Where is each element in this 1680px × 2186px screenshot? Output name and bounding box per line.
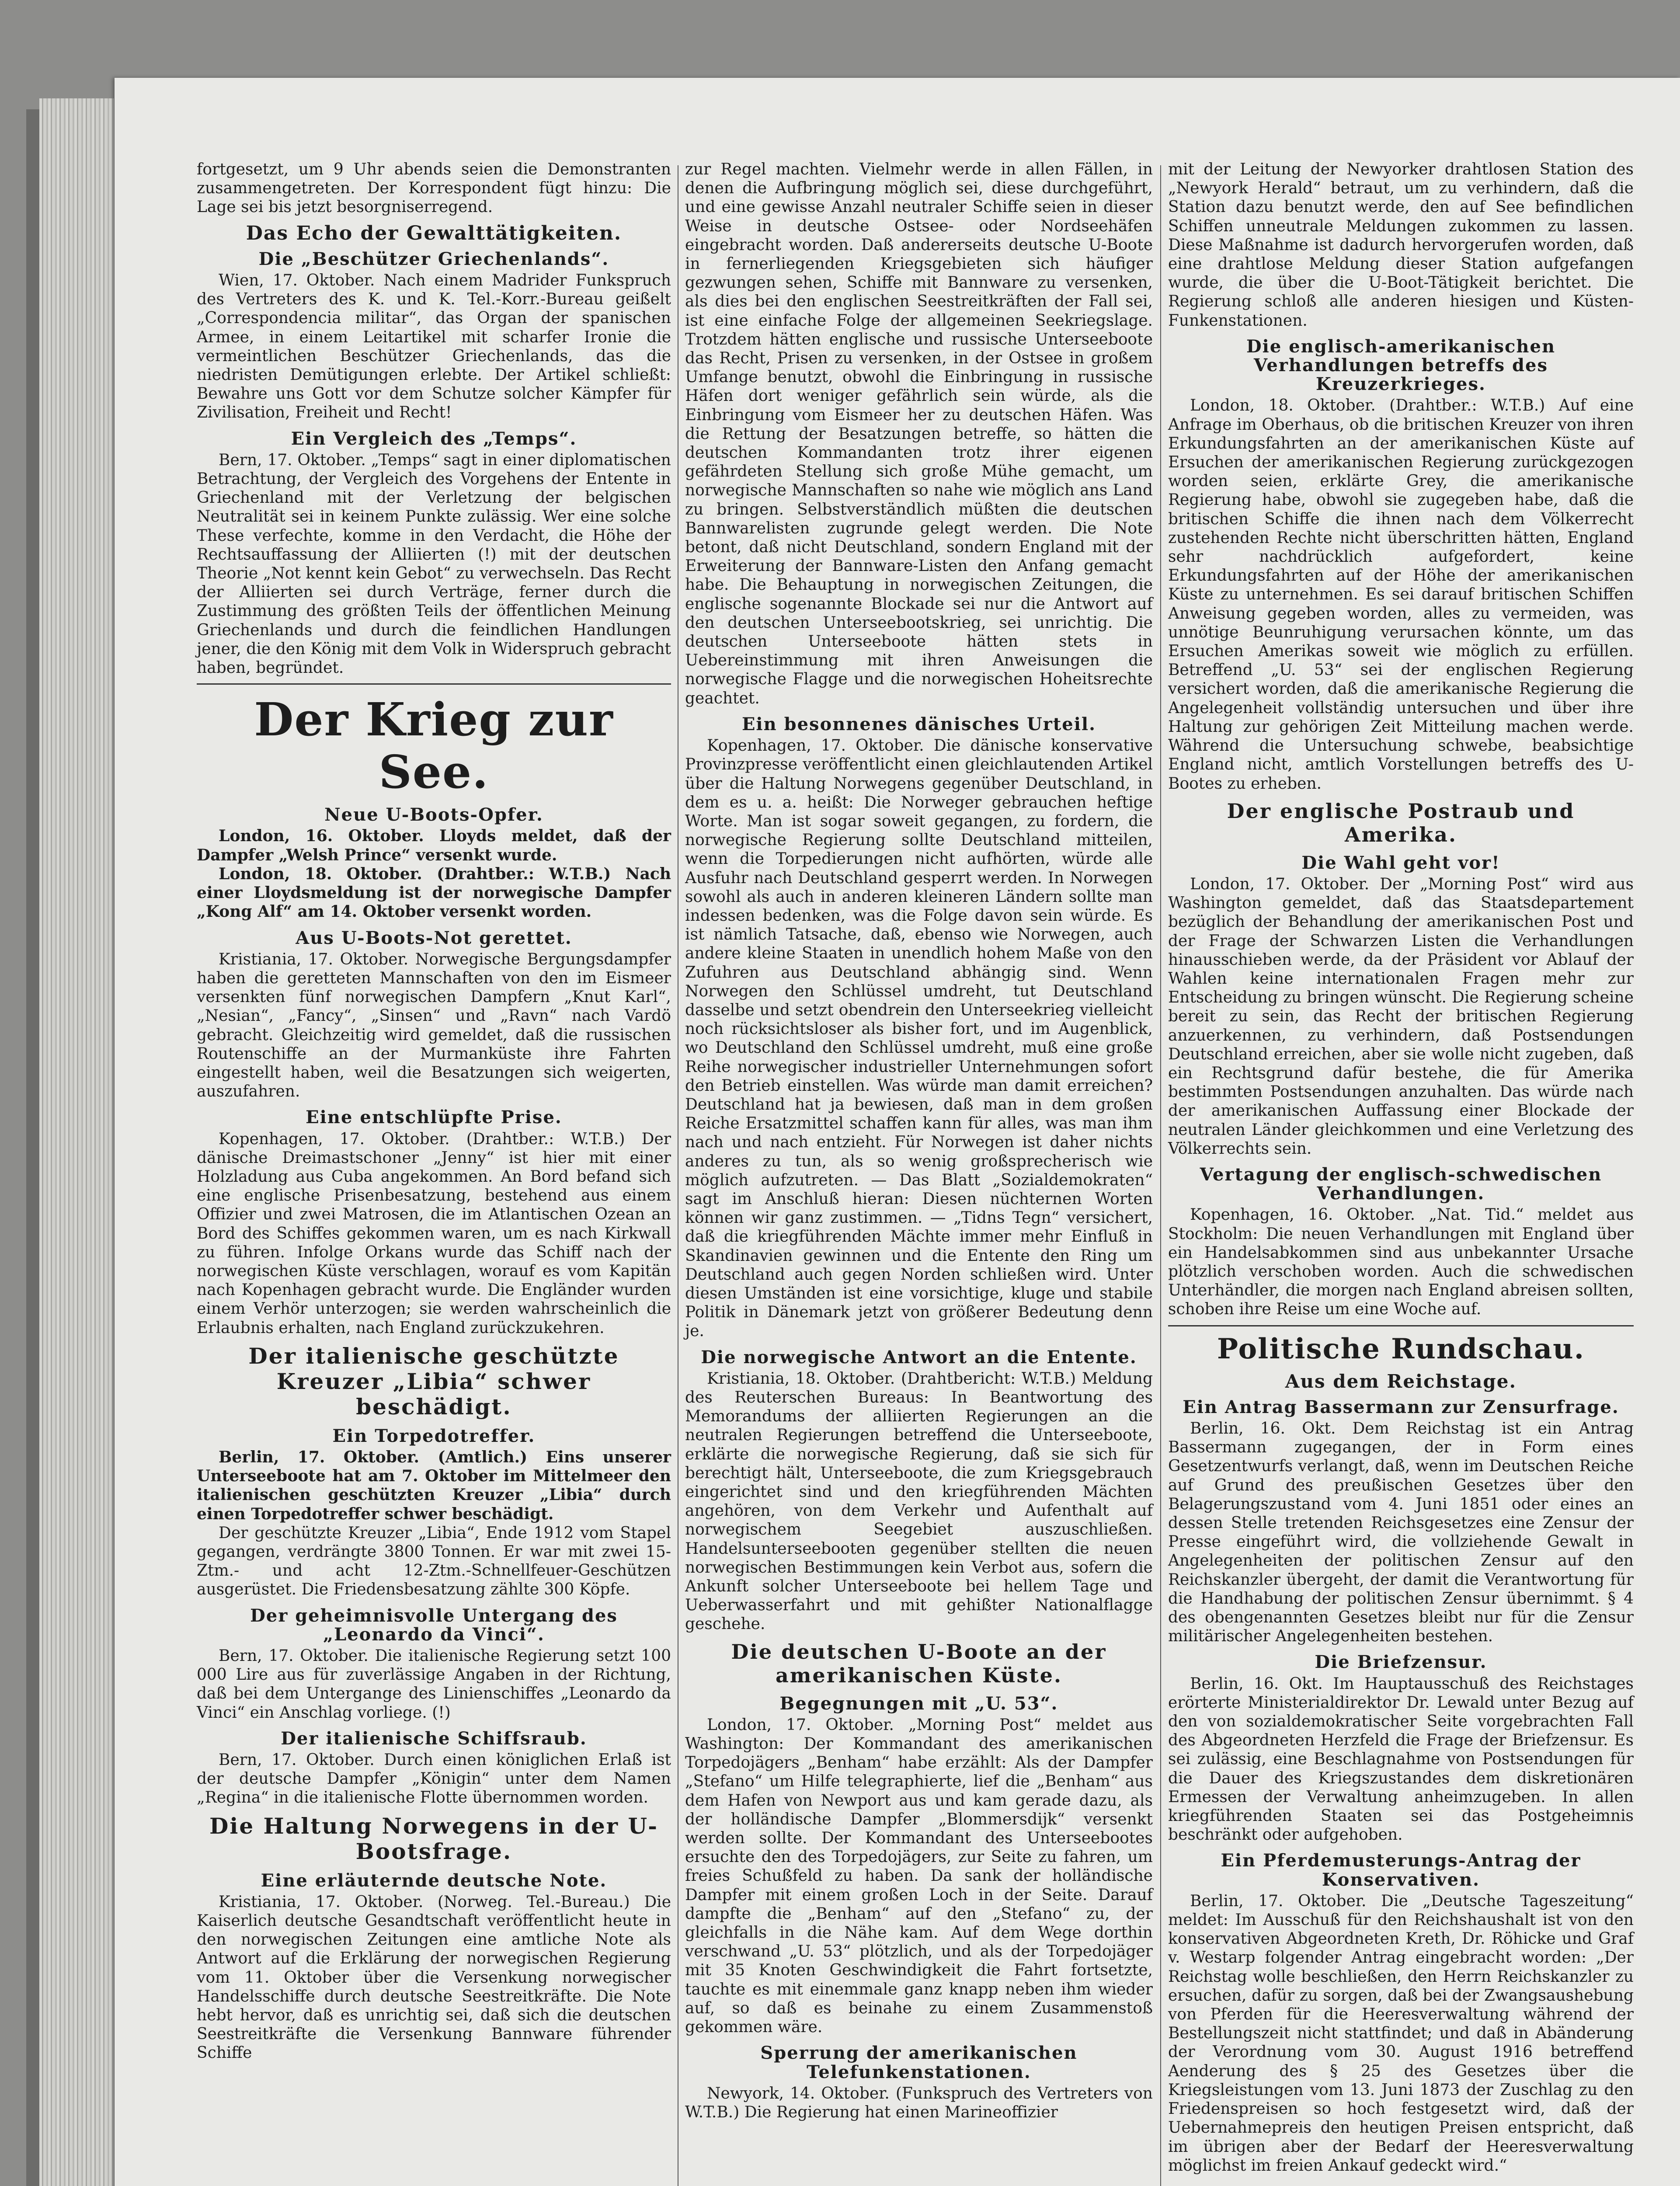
page-headline: Der Krieg zur See. — [254, 693, 614, 799]
article-text: zur Regel machten. Vielmehr werde in allen Fällen, in denen die Aufbringung möglich sei, diese durchgeführt, und eine gewisse Anzahl neutraler Schiffe seien in dieser Weise in deutsche Ostsee- oder Nordseehäfen eingebracht worden. Daß andererseits deutsche U-Boote in fernerliegenden Kriegsgebieten sich häufiger gezwungen sehen, Schiffe mit Bannware zu versenken, als dies bei den englischen Seestreitkräften der Fall sei, ist eine einfache Folge der allgemeinen Seekriegslage. Trotzdem hätten englische und russische Unterseeboote das Recht, Prisen zu versenken, in der Ostsee in großem Umfange benutzt, obwohl die Einbringung in russische Häfen dort weniger gefährlich sein würde, als die Einbringung vom Eismeer her zu deutschen Häfen. Was die Rettung der Besatzungen betreffe, so hätten die deutschen Kommandanten trotz ihrer eigenen gefährdeten Stellung sich große Mühe gemacht, um norwegische Mannschaften so nahe wie möglich ans Land zu bringen. Selbstverständlich müßten die deutschen Bannwarelisten zugrunde gelegt werden. Die Note betont, daß nicht Deutschland, sondern England mit der Erweiterung der Bannware-Listen den Anfang gemacht habe. Die Behauptung in norwegischen Zeitungen, die englische sogenannte Blockade sei nur die Antwort auf den deutschen Unterseebootskrieg, sei unrichtig. Die deutschen Unterseeboote hätten stets in Uebereinstimmung mit ihren Anweisungen die norwegische Flagge und die norwegischen Hoheitsrechte geachtet. — [685, 160, 1153, 707]
article-text: Kopenhagen, 17. Oktober. Die dänische konservative Provinzpresse veröffentlicht einen gleichlautenden Artikel über die Haltung Norwegens gegenüber Deutschland, in dem es u. a. heißt: Die Norweger gebrauchen heftige Worte. Man ist sogar soweit gegangen, zu fordern, die norwegische Regierung sollte Deutschland mitteilen, wenn die Torpedierungen nicht aufhörten, würde alle Ausfuhr nach Deutschland gesperrt werden. In Norwegen sowohl als auch in anderen kleineren Ländern sollte man indessen bedenken, was die Folge davon sein würde. Es ist nämlich Tatsache, daß, ebenso wie Norwegen, auch andere kleine Staaten in unendlich hohem Maße von den Zufuhren aus Deutschland abhängig sind. Wenn Norwegen den Schlüssel umdreht, tut Deutschland dasselbe und setzt obendrein den Unterseekrieg vielleicht noch rücksichtsloser als bisher fort, und im Augenblick, wo Deutschland den Schlüssel umdreht, muß eine große Reihe norwegischer industrieller Unternehmungen sofort den Betrieb einstellen. Was würde man damit erreichen? Deutschland hat ja bewiesen, daß man in dem großen Reiche Ersatzmittel schaffen kann für alles, was man ihm nach und nach entzieht. Für Norwegen ist daher nichts anderes zu tun, als so wenig großsprecherisch wie möglich aufzutreten. — Das Blatt „Sozialdemokraten“ sagt im Anschluß hieran: Diesen nüchternen Worten können wir ganz zustimmen. — „Tidns Tegn“ versichert, daß die kriegführenden Mächte immer mehr Einfluß in Skandinavien gewinnen und die Entente den Ring um Deutschland auch gegen Norden schließen wird. Unter diesen Umständen ist eine vorsichtige, kluge und stabile Politik in Dänemark jetzt von größerer Bedeutung denn je. — [685, 737, 1153, 1340]
article-text: Kristiania, 17. Oktober. Norwegische Bergungsdampfer haben die geretteten Mannschaften von den im Eismeer versenkten fünf norwegischen Dampfern „Knut Karl“, „Nesian“, „Fancy“, „Sinsen“ und „Ravn“ nach Vardö gebracht. Gleichzeitig wird gemeldet, daß die russischen Routenschiffe an der Murmanküste ihre Fahrten eingestellt haben, weil die Besatzungen sich weigerten, auszufahren. — [197, 950, 671, 1101]
article-text: fortgesetzt, um 9 Uhr abends seien die Demonstranten zusammengetreten. Der Korrespondent fügt hinzu: Die Lage sei bis jetzt besorgniserregend. — [197, 160, 671, 216]
article-text: Wien, 17. Oktober. Nach einem Madrider Funkspruch des Vertreters des K. und K. Tel.-Korr.-Bureau geißelt „Correspondencia militar“, das Organ der spanischen Armee, in einem Leitartikel mit scharfer Ironie die vermeintlichen Beschützer Griechenlands, das die niedristen Demütigungen erlebte. Der Artikel schließt: Bewahre uns Gott vor dem Schutze solcher Kämpfer für Zivilisation, Freiheit und Recht! — [197, 272, 671, 422]
article-text: London, 17. Oktober. „Morning Post“ meldet aus Washington: Der Kommandant des amerikanischen Torpedojägers „Benham“ habe erzählt: Als der Dampfer „Stefano“ um Hilfe telegraphierte, lief die „Benham“ aus dem Hafen von Newport aus und kam gerade dazu, als der holländische Dampfer „Blommersdijk“ versenkt werden sollte. Der Kommandant des Unterseebootes ersuchte den des Torpedojägers, zur Seite zu fahren, um freies Schußfeld zu haben. Da sank der holländische Dampfer mit einem großen Loch in der Seite. Darauf dampfte die „Benham“ auf den „Stefano“ zu, der gleichfalls in die Nähe kam. Auf dem Wege dorthin verschwand „U. 53“ plötzlich, und als der Torpedojäger mit 35 Knoten Geschwindigkeit die Fahrt fortsetzte, tauchte es mit einemmale ganz knapp neben ihm wieder auf, so daß es beinahe zu einem Zusammenstoß gekommen wäre. — [685, 1716, 1153, 2036]
subheading: Der geheimnisvolle Untergang des „Leonardo da Vinci“. — [250, 1605, 618, 1645]
section-heading: Der englische Postraub und Amerika. — [1227, 799, 1575, 846]
section-heading: Das Echo der Gewalttätigkeiten. — [246, 222, 622, 244]
section-title: Politische Rundschau. — [1217, 1332, 1585, 1365]
article-text: Newyork, 14. Oktober. (Funkspruch des Vertreters von W.T.B.) Die Regierung hat einen Marineoffizier — [685, 2084, 1153, 2121]
column-2 — [685, 160, 1153, 2122]
column-3 — [1168, 160, 1634, 2175]
subheading: Sperrung der amerikanischen Telefunkenstationen. — [760, 2043, 1078, 2082]
subheading: Ein Pferdemusterungs-Antrag der Konservativen. — [1221, 1850, 1581, 1890]
divider — [1168, 1325, 1634, 1326]
article-text: Kristiania, 18. Oktober. (Drahtbericht: W.T.B.) Meldung des Reuterschen Bureaus: In Beantwortung des Memorandums der alliierten Regierungen an die neutralen Regierungen betreffend die Unterseeboote, erklärte die norwegische Regierung, daß sie sich für berechtigt hält, Unterseeboote, die zum Kriegsgebrauch eingerichtet sind und den kriegführenden Mächten angehören, von dem Verkehr und Aufenthalt auf norwegischem Seegebiet auszuschließen. Handelsunterseebooten gegenüber stellten die neuen norwegischen Bestimmungen kein Verbot aus, sofern die Ankunft solcher Unterseeboote bei hellem Tage und Ueberwasserfahrt und mit gehißter Nationalflagge geschehe. — [685, 1369, 1153, 1633]
subheading: Neue U-Boots-Opfer. — [324, 804, 543, 825]
subheading: Ein Vergleich des „Temps“. — [291, 428, 577, 449]
article-text: London, 16. Oktober. Lloyds meldet, daß der Dampfer „Welsh Prince“ versenkt wurde. — [197, 827, 671, 864]
article-text: Berlin, 17. Oktober. (Amtlich.) Eins unserer Unterseeboote hat am 7. Oktober im Mittelmeer den italienischen geschützten Kreuzer „Libia“ durch einen Torpedotreffer schwer beschädigt. — [197, 1448, 671, 1523]
article-text: Kopenhagen, 17. Oktober. (Drahtber.: W.T.B.) Der dänische Dreimastschoner „Jenny“ ist hier mit einer Holzladung aus Cuba angekommen. An Bord befand sich eine englische Prisenbesatzung, bestehend aus einem Offizier und zwei Matrosen, die im Atlantischen Ozean an Bord des Schiffes gekommen waren, um es nach Kirkwall zu führen. Infolge Orkans wurde das Schiff nach der norwegischen Küste verschlagen, worauf es vom Kapitän nach Kopenhagen gebracht wurde. Die Engländer wurden einem Verhör unterzogen; sie werden wahrscheinlich die Erlaubnis erhalten, nach England zurückzukehren. — [197, 1130, 671, 1337]
book-page-edges — [39, 98, 114, 2186]
subheading: Die norwegische Antwort an die Entente. — [701, 1347, 1137, 1368]
section-heading: Die Haltung Norwegens in der U-Bootsfrage. — [209, 1813, 659, 1864]
article-text: Berlin, 17. Oktober. Die „Deutsche Tageszeitung“ meldet: Im Ausschuß für den Reichshaushalt ist von den konservativen Abgeordneten Kreth, Dr. Röhicke und Graf v. Westarp folgender Antrag eingebracht worden: „Der Reichstag wolle beschließen, den Herrn Reichskanzler zu ersuchen, dafür zu sorgen, daß bei der Zwangsaushebung von Pferden für die Heeresverwaltung während der Bestellungszeit nicht stattfindet; und daß in Abänderung der Verordnung vom 30. August 1916 betreffend Aenderung des § 25 des Gesetzes über die Kriegsleistungen vom 13. Juni 1873 der Zuschlag zu den Friedenspreisen so hoch festgesetzt wird, daß der Uebernahmepreis den heutigen Preisen entspricht, daß im übrigen aber der Bedarf der Heeresverwaltung möglichst im freien Ankauf gedeckt wird.“ — [1168, 1892, 1634, 2175]
subheading: Ein Antrag Bassermann zur Zensurfrage. — [1183, 1396, 1619, 1417]
subheading: Eine erläuternde deutsche Note. — [261, 1870, 607, 1891]
newspaper-page — [115, 78, 1680, 2186]
subheading: Aus dem Reichstage. — [1285, 1370, 1517, 1392]
article-text: Bern, 17. Oktober. Die italienische Regierung setzt 100 000 Lire aus für zuverlässige Angaben in der Richtung, daß bei dem Untergange des Linienschiffes „Leonardo da Vinci“ ein Anschlag vorliege. (!) — [197, 1647, 671, 1722]
article-text: London, 17. Oktober. Der „Morning Post“ wird aus Washington gemeldet, daß das Staatsdepartement bezüglich der Behandlung der amerikanischen Post und der Frage der Schwarzen Listen die Verhandlungen hinausschieben werde, da der Präsident vor Ablauf der Wahlen keine internationalen Fragen mehr zur Entscheidung zu bringen wünscht. Die Regierung scheine bereit zu sein, das Recht der britischen Regierung anzuerkennen, zu verhindern, daß Postsendungen Deutschland erreichen, aber sie wolle nicht zugeben, daß ein Rechtsgrund dafür bestehe, die für Amerika bestimmten Postsendungen anzuhalten. Das würde nach der amerikanischen Auffassung einer Blockade der neutralen Länder gleichkommen und eine Verletzung des Völkerrechts sein. — [1168, 875, 1634, 1158]
article-text: Kopenhagen, 16. Oktober. „Nat. Tid.“ meldet aus Stockholm: Die neuen Verhandlungen mit England über ein Handelsabkommen sind aus unbekannter Ursache plötzlich verschoben worden. Auch die schwedischen Unterhändler, die morgen nach England abreisen sollten, schoben ihre Reise um eine Woche auf. — [1168, 1206, 1634, 1319]
subheading: Die englisch-amerikanischen Verhandlungen betreffs des Kreuzerkrieges. — [1246, 336, 1556, 395]
subheading: Die „Beschützer Griechenlands“. — [258, 248, 609, 269]
subheading: Der italienische Schiffsraub. — [281, 1728, 587, 1749]
article-text: London, 18. Oktober. (Drahtber.: W.T.B.) Nach einer Lloydsmeldung ist der norwegische Dampfer „Kong Alf“ am 14. Oktober versenkt worden. — [197, 864, 671, 921]
column-divider-2 — [1160, 165, 1161, 2186]
subheading: Ein besonnenes dänisches Urteil. — [741, 714, 1096, 734]
article-text: Bern, 17. Oktober. Durch einen königlichen Erlaß ist der deutsche Dampfer „Königin“ unter dem Namen „Regina“ in die italienische Flotte übernommen worden. — [197, 1751, 671, 1807]
divider — [197, 683, 671, 685]
subheading: Begegnungen mit „U. 53“. — [779, 1693, 1058, 1714]
subheading: Vertagung der englisch-schwedischen Verhandlungen. — [1200, 1164, 1602, 1204]
subheading: Die Briefzensur. — [1315, 1652, 1487, 1673]
article-text: Berlin, 16. Okt. Im Hauptausschuß des Reichstages erörterte Ministerialdirektor Dr. Lewald unter Bezug auf den von sozialdemokratischer Seite vorgebrachten Fall des Abgeordneten Herzfeld die Frage der Briefzensur. Es sei zulässig, eine Beschlagnahme von Postsendungen für die Dauer des Kriegszustandes dem diskretionären Ermessen der Verwaltung anheimzugeben. In allen kriegführenden Staaten sei das Postgeheimnis beschränkt oder aufgehoben. — [1168, 1674, 1634, 1844]
section-heading: Die deutschen U-Boote an der amerikanischen Küste. — [731, 1640, 1107, 1687]
subheading: Die Wahl geht vor! — [1301, 852, 1500, 873]
article-text: London, 18. Oktober. (Drahtber.: W.T.B.) Auf eine Anfrage im Oberhaus, ob die britischen Kreuzer von ihren Erkundungsfahrten an der amerikanischen Küste auf Ersuchen der amerikanischen Regierung zurückgezogen worden seien, erklärte Grey, die amerikanische Regierung habe, obwohl sie zugegeben habe, daß die britischen Schiffe die ihnen nach dem Völkerrecht zustehenden Rechte nicht überschritten hätten, England sehr nachdrücklich aufgefordert, keine Erkundungsfahrten auf der Höhe der amerikanischen Küste zu unternehmen. Es sei darauf britischen Schiffen Anweisung gegeben worden, alles zu vermeiden, was unnötige Beunruhigung verursachen könnte, um das Ersuchen Amerikas soweit wie möglich zu erfüllen. Betreffend „U. 53“ sei der englischen Regierung versichert worden, daß die amerikanische Regierung die Angelegenheit vollständig untersuchen und über ihre Haltung zur gehörigen Zeit Mitteilung machen werde. Während die Untersuchung schwebe, beabsichtige England nicht, amtlich Vorstellungen betreffs des U-Bootes zu erheben. — [1168, 397, 1634, 793]
article-text: Der geschützte Kreuzer „Libia“, Ende 1912 vom Stapel gegangen, verdrängte 3800 Tonnen. Er war mit zwei 15-Ztm.- und acht 12-Ztm.-Schnellfeuer-Geschützen ausgerüstet. Die Friedensbesatzung zählte 300 Köpfe. — [197, 1524, 671, 1599]
subheading: Aus U-Boots-Not gerettet. — [296, 927, 572, 948]
article-text: mit der Leitung der Newyorker drahtlosen Station des „Newyork Herald“ betraut, um zu verhindern, daß die Station dazu benutzt werde, den auf See befindlichen Schiffen unneutrale Meldungen zukommen zu lassen. Diese Maßnahme ist dadurch hervorgerufen worden, daß eine drahtlose Meldung dieser Station aufgefangen wurde, die über die U-Boot-Tätigkeit berichtet. Die Regierung schloß alle anderen hiesigen und Küsten-Funkenstationen. — [1168, 160, 1634, 330]
article-text: Berlin, 16. Okt. Dem Reichstag ist ein Antrag Bassermann zugegangen, der in Form eines Gesetzentwurfs verlangt, daß, wenn im Deutschen Reiche auf Grund des preußischen Gesetzes über den Belagerungszustand vom 4. Juni 1851 oder eines an dessen Stelle tretenden Reichsgesetzes eine Zensur der Presse eingeführt wird, die vollziehende Gewalt in Angelegenheiten der politischen Zensur auf den Reichskanzler übergeht, der damit die Verantwortung für die Handhabung der politischen Zensur übernimmt. § 4 des obengenannten Gesetzes bleibt nur für die Zensur militärischer Angelegenheiten bestehen. — [1168, 1419, 1634, 1646]
article-text: Kristiania, 17. Oktober. (Norweg. Tel.-Bureau.) Die Kaiserlich deutsche Gesandtschaft veröffentlicht heute in den norwegischen Zeitungen eine amtliche Note als Antwort auf die Erklärung der norwegischen Regierung vom 11. Oktober über die Versenkung norwegischer Handelsschiffe durch deutsche Seestreitkräfte. Die Note hebt hervor, daß es unrichtig sei, daß sich die deutschen Seestreitkräfte die Versenkung Bannware führender Schiffe — [197, 1893, 671, 2062]
section-heading: Der italienische geschützte Kreuzer „Libia“ schwer beschädigt. — [248, 1343, 619, 1420]
column-1 — [197, 160, 671, 2063]
subheading: Eine entschlüpfte Prise. — [306, 1107, 562, 1128]
article-text: Bern, 17. Oktober. „Temps“ sagt in einer diplomatischen Betrachtung, der Vergleich des Vorgehens der Entente in Griechenland mit der Verletzung der belgischen Neutralität sei in keinem Punkte zulässig. Wer eine solche These verfechte, komme in den Verdacht, die Höhe der Rechtsauffassung der Alliierten (!) mit der deutschen Theorie „Not kennt kein Gebot“ zu verwechseln. Das Recht der Alliierten sei durch Verträge, ferner durch die Zustimmung des größten Teils der öffentlichen Meinung Griechenlands und durch die feindlichen Handlungen jener, die den König mit dem Volk in Widerspruch gebracht haben, begründet. — [197, 451, 671, 677]
subheading: Ein Torpedotreffer. — [332, 1425, 536, 1446]
